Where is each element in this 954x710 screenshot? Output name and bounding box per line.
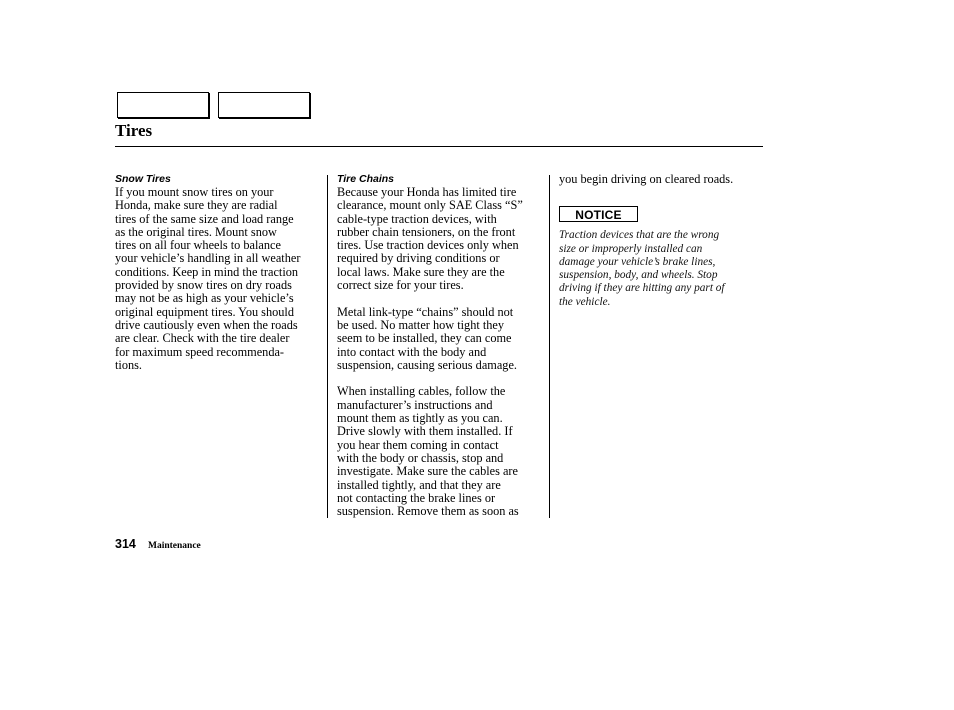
text-line: your vehicle’s handling in all weather [115,251,301,266]
text-line: you hear them coming in contact [337,437,499,452]
text-line: local laws. Make sure they are the [337,264,505,279]
text-line: Traction devices that are the wrong [559,229,720,242]
text-line: Honda, make sure they are radial [115,198,278,213]
text-line: size or improperly installed can [559,242,703,255]
text-line: suspension, body, and wheels. Stop [559,269,718,282]
text-line: suspension, causing serious damage. [337,357,517,372]
page-number: 314 [115,537,136,551]
text-line: required by driving conditions or [337,251,500,266]
text-line: be used. No matter how tight they [337,317,504,332]
text-line: seem to be installed, they can come [337,331,512,346]
snow-tires-paragraph [115,186,321,372]
text-line: installed tightly, and that they are [337,477,501,492]
text-line: drive cautiously even when the roads [115,317,298,332]
text-line: provided by snow tires on dry roads [115,278,292,293]
page-title: Tires [115,121,153,140]
snow-tires-heading: Snow Tires [115,173,171,185]
text-line: original equipment tires. You should [115,304,294,319]
tire-chains-heading: Tire Chains [337,173,394,185]
text-line: may not be as high as your vehicle’s [115,291,294,306]
column-continuation [559,173,759,309]
text-line: tires on all four wheels to balance [115,238,281,253]
text-line: driving if they are hitting any part of [559,282,725,295]
text-line: conditions. Keep in mind the traction [115,264,299,279]
text-line: clearance, mount only SAE Class “S” [337,198,523,213]
notice-text [559,229,759,309]
text-line: suspension. Remove them as soon as [337,504,519,519]
tire-chains-paragraph-1 [337,186,543,292]
tire-chains-paragraph-2 [337,306,543,372]
text-line: are clear. Check with the tire dealer [115,331,290,346]
text-line: Drive slowly with them installed. If [337,424,513,439]
column-tire-chains [337,173,543,518]
text-line: cable-type traction devices, with [337,211,497,226]
text-line: If you mount snow tires on your [115,185,274,199]
nav-tab-box-right[interactable] [218,92,310,118]
text-line: When installing cables, follow the [337,384,506,399]
column-divider [549,175,550,518]
notice-label: NOTICE [559,206,638,222]
column-divider [327,175,328,518]
nav-tab-box-left[interactable] [117,92,209,118]
title-divider [115,146,763,147]
text-line: as the original tires. Mount snow [115,224,277,239]
text-line: Metal link-type “chains” should not [337,304,514,319]
tire-chains-paragraph-3 [337,385,543,518]
text-line: Because your Honda has limited tire [337,185,517,199]
text-line: not contacting the brake lines or [337,490,496,505]
text-line: with the body or chassis, stop and [337,450,504,465]
text-line: mount them as tightly as you can. [337,411,503,426]
column-snow-tires [115,173,321,372]
continuation-text: you begin driving on cleared roads. [559,172,734,186]
text-line: tions. [115,357,142,372]
text-line: correct size for your tires. [337,278,464,293]
text-line: for maximum speed recommenda- [115,344,285,359]
footer-section-name: Maintenance [148,541,201,551]
text-line: tires of the same size and load range [115,211,294,226]
text-line: investigate. Make sure the cables are [337,464,518,479]
text-line: damage your vehicle’s brake lines, [559,255,716,268]
text-line: manufacturer’s instructions and [337,397,493,412]
text-line: the vehicle. [559,295,611,308]
text-line: tires. Use traction devices only when [337,238,519,253]
text-line: rubber chain tensioners, on the front [337,224,516,239]
text-line: into contact with the body and [337,344,487,359]
